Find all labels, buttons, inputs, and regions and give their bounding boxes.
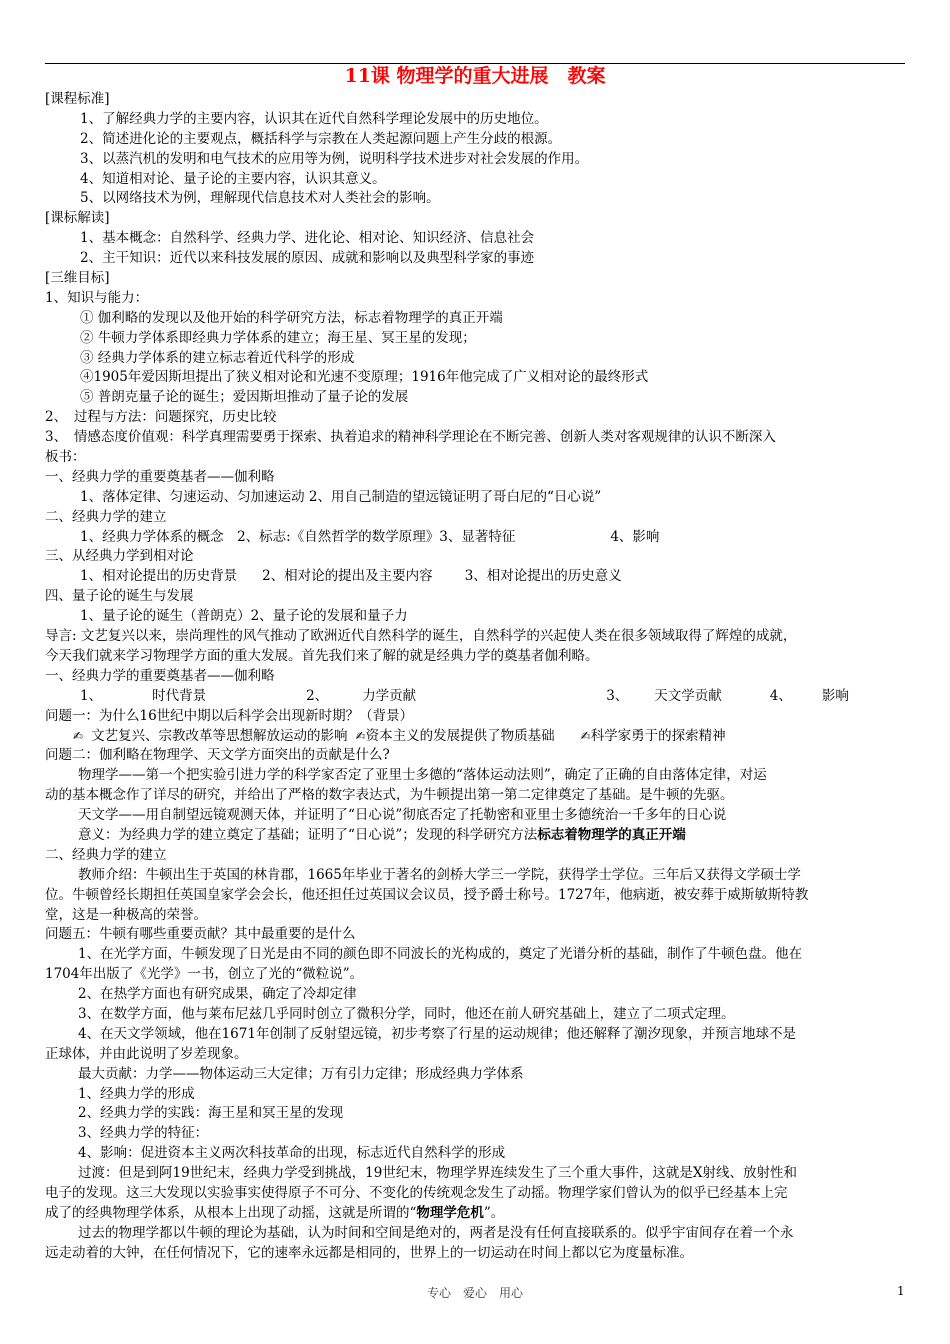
text-line: [三维目标] [45, 270, 110, 287]
text-segment: 2、 [306, 687, 329, 704]
text-line: 正球体，并由此说明了岁差现象。 [45, 1045, 248, 1062]
text-line: 3、 情感态度价值观：科学真理需要勇于探索、执着追求的精神科学理论在不断完善、创新人类对客观规律的认识不断深入 [45, 429, 776, 446]
page-title: 11课 物理学的重大进展 教案 [344, 65, 606, 87]
text-line: 位。牛顿曾经长期担任英国皇家学会会长，他还担任过英国议会议员，授予爵士称号。1727年，他病逝，被安葬于威斯敏斯特教 [45, 886, 809, 903]
text-segment: 影响 [821, 687, 849, 704]
text-line: 3、以蒸汽机的发明和电气技术的应用等为例，说明科学技术进步对社会发展的作用。 [80, 150, 589, 167]
text-line: 一、经典力学的重要奠基者——伽利略 [45, 667, 275, 684]
text-line: ② 牛顿力学体系即经典力学体系的建立；海王星、冥王星的发现； [80, 329, 476, 346]
text-segment: 3、 [606, 687, 629, 704]
text-line: 问题一：为什么16世纪中期以后科学会出现新时期？（背景） [45, 707, 414, 724]
text-line: 1、了解经典力学的主要内容，认识其在近代自然科学理论发展中的历史地位。 [80, 110, 548, 127]
text-line: 2、 过程与方法：问题探究，历史比较 [45, 409, 277, 426]
text-line [45, 727, 907, 747]
text-line: 2、在热学方面也有研究成果，确定了冷却定律 [78, 986, 357, 1003]
text-segment: 成了的经典物理学体系，从根本上出现了动摇，这就是所谓的“ [45, 1204, 417, 1221]
text-line: 二、经典力学的建立 [45, 846, 167, 863]
text-line: 问题二：伽利略在物理学、天文学方面突出的贡献是什么? [45, 747, 390, 764]
text-line: 2、经典力学的实践：海王星和冥王星的发现 [78, 1105, 344, 1122]
text-line [45, 528, 907, 548]
page-number: 1 [897, 1284, 905, 1298]
text-line: [课标解读] [45, 210, 110, 227]
text-line: 电子的发现。这三大发现以实验事实使得原子不可分、不变化的传统观念发生了动摇。物理学家们曾认为的似乎已经基本上完 [45, 1184, 788, 1201]
text-line: 1、经典力学的形成 [78, 1085, 195, 1102]
text-line: 教师介绍：牛顿出生于英国的林肯郡，1665年毕业于著名的剑桥大学三一学院，获得学士学位。三年后又获得文学硕士学 [78, 866, 801, 883]
text-line: 1、落体定律、匀速运动、匀加速运动 2、用自己制造的望远镜证明了哥白尼的“日心说” [80, 488, 602, 505]
text-line: 4、影响：促进资本主义两次科技革命的出现，标志近代自然科学的形成 [78, 1145, 506, 1162]
text-line: ③ 经典力学体系的建立标志着近代科学的形成 [80, 349, 355, 366]
text-line [45, 687, 907, 707]
text-line: 四、量子论的诞生与发展 [45, 588, 194, 605]
text-line: 1、知识与能力： [45, 289, 149, 306]
text-line: 3、在数学方面，他与莱布尼兹几乎同时创立了微积分学，同时，他还在前人研究基础上，建立了二项式定理。 [78, 1005, 735, 1022]
text-line: 三、从经典力学到相对论 [45, 548, 194, 565]
pen-icon: ✍ [73, 728, 84, 743]
text-segment: 2、相对论的提出及主要内容 [262, 568, 433, 585]
text-segment: 文艺复兴、宗教改革等思想解放运动的影响 [91, 727, 348, 744]
text-line: 1、基本概念：自然科学、经典力学、进化论、相对论、知识经济、信息社会 [80, 230, 535, 247]
text-line: 一、经典力学的重要奠基者——伽利略 [45, 468, 275, 485]
page-footer: 专心 爱心 用心 [426, 1286, 523, 1300]
text-line: 堂，这是一种极高的荣誉。 [45, 906, 207, 923]
text-line: 1、量子论的诞生（普朗克）2、量子论的发展和量子力 [80, 608, 408, 625]
text-segment: 时代背景 [152, 687, 207, 704]
text-segment: 天文学贡献 [654, 687, 722, 704]
text-line: ⑤ 普朗克量子论的诞生；爱因斯坦推动了量子论的发展 [80, 389, 409, 406]
pen-icon: ✍ [355, 728, 366, 743]
text-line: 今天我们就来学习物理学方面的重大发展。首先我们来了解的就是经典力学的奠基者伽利略。 [45, 647, 599, 664]
text-line [45, 567, 907, 587]
text-line: [课程标准] [45, 91, 110, 107]
text-line: 5、以网络技术为例，理解现代信息技术对人类社会的影响。 [80, 190, 440, 207]
text-line: 3、经典力学的特征： [78, 1125, 209, 1142]
text-line: 问题五：牛顿有哪些重要贡献？其中最重要的是什么 [45, 926, 356, 943]
text-line: 最大贡献：力学——物体运动三大定律；万有引力定律；形成经典力学体系 [78, 1065, 524, 1082]
text-line: 2、主干知识：近代以来科技发展的原因、成就和影响以及典型科学家的事迹 [80, 250, 535, 267]
text-line: 板书： [45, 449, 86, 466]
text-line: 动的基本概念作了详尽的研究，并给出了严格的数字表达式，为牛顿提出第一第二定律奠定了基础。是牛顿的先驱。 [45, 787, 734, 804]
text-line: 1、在光学方面，牛顿发现了日光是由不同的颜色即不同波长的光构成的，奠定了光谱分析的基础，制作了牛顿色盘。他在 [78, 946, 803, 963]
text-segment: ”。 [483, 1204, 505, 1221]
text-segment: 4、影响 [610, 528, 660, 545]
text-line: 物理学——第一个把实验引进力学的科学家否定了亚里士多德的“落体运动法则”，确定了正确的自由落体定律，对运 [78, 767, 767, 784]
text-segment: 力学贡献 [362, 687, 417, 704]
text-line: 天文学——用自制望远镜观测天体，并证明了“日心说”彻底否定了托勒密和亚里士多德统治一千多年的日心说 [78, 807, 727, 824]
text-segment: 1、相对论提出的历史背景 [80, 568, 238, 585]
text-line: 导言: 文艺复兴以来，崇尚理性的风气推动了欧洲近代自然科学的诞生，自然科学的兴起使人类在很多领域取得了辉煌的成就， [45, 628, 797, 645]
text-line: 2、简述进化论的主要观点，概括科学与宗教在人类起源问题上产生分歧的根源。 [80, 130, 562, 147]
text-line: 远走动着的大钟，在任何情况下，它的速率永远都是相同的，世界上的一切运动在时间上都以它为度量标准。 [45, 1244, 693, 1261]
text-segment: 4、 [769, 687, 792, 704]
text-line: ④1905年爱因斯坦提出了狭义相对论和光速不变原理；1916年他完成了广义相对论的最终形式 [80, 369, 649, 386]
text-line: 过去的物理学都以牛顿的理论为基础，认为时间和空间是绝对的，两者是没有任何直接联系的。似乎宇宙间存在着一个永 [78, 1224, 794, 1241]
text-line: 4、知道相对论、量子论的主要内容，认识其意义。 [80, 170, 386, 187]
document-body [45, 90, 907, 1264]
text-line: 1704年出版了《光学》一书，创立了光的“微粒说”。 [45, 966, 364, 983]
text-segment: 资本主义的发展提供了物质基础 [365, 727, 555, 744]
pen-icon: ✍ [580, 728, 591, 743]
text-segment: 意义：为经典力学的建立奠定了基础；证明了“日心说”；发现的科学研究方法 [78, 826, 538, 843]
text-segment: 科学家勇于的探索精神 [590, 727, 726, 744]
emphasis-text: 物理学危机 [416, 1204, 484, 1221]
text-line: 过渡：但是到阿19世纪末，经典力学受到挑战，19世纪末，物理学界连续发生了三个重大事件，这就是X射线、放射性和 [78, 1165, 797, 1182]
text-line: ① 伽利略的发现以及他开始的科学研究方法，标志着物理学的真正开端 [80, 309, 503, 326]
text-segment: 1、经典力学体系的概念 2、标志:《自然哲学的数学原理》3、显著特征 [80, 528, 516, 545]
text-segment: 3、相对论提出的历史意义 [464, 568, 622, 585]
text-line: 二、经典力学的建立 [45, 508, 167, 525]
text-line [45, 826, 907, 846]
text-line [45, 1204, 907, 1224]
text-line: 4、在天文学领域，他在1671年创制了反射望远镜，初步考察了行星的运动规律；他还解释了潮汐现象，并预言地球不是 [78, 1025, 796, 1042]
text-segment: 1、 [80, 687, 103, 704]
emphasis-text: 标志着物理学的真正开端 [537, 826, 686, 843]
